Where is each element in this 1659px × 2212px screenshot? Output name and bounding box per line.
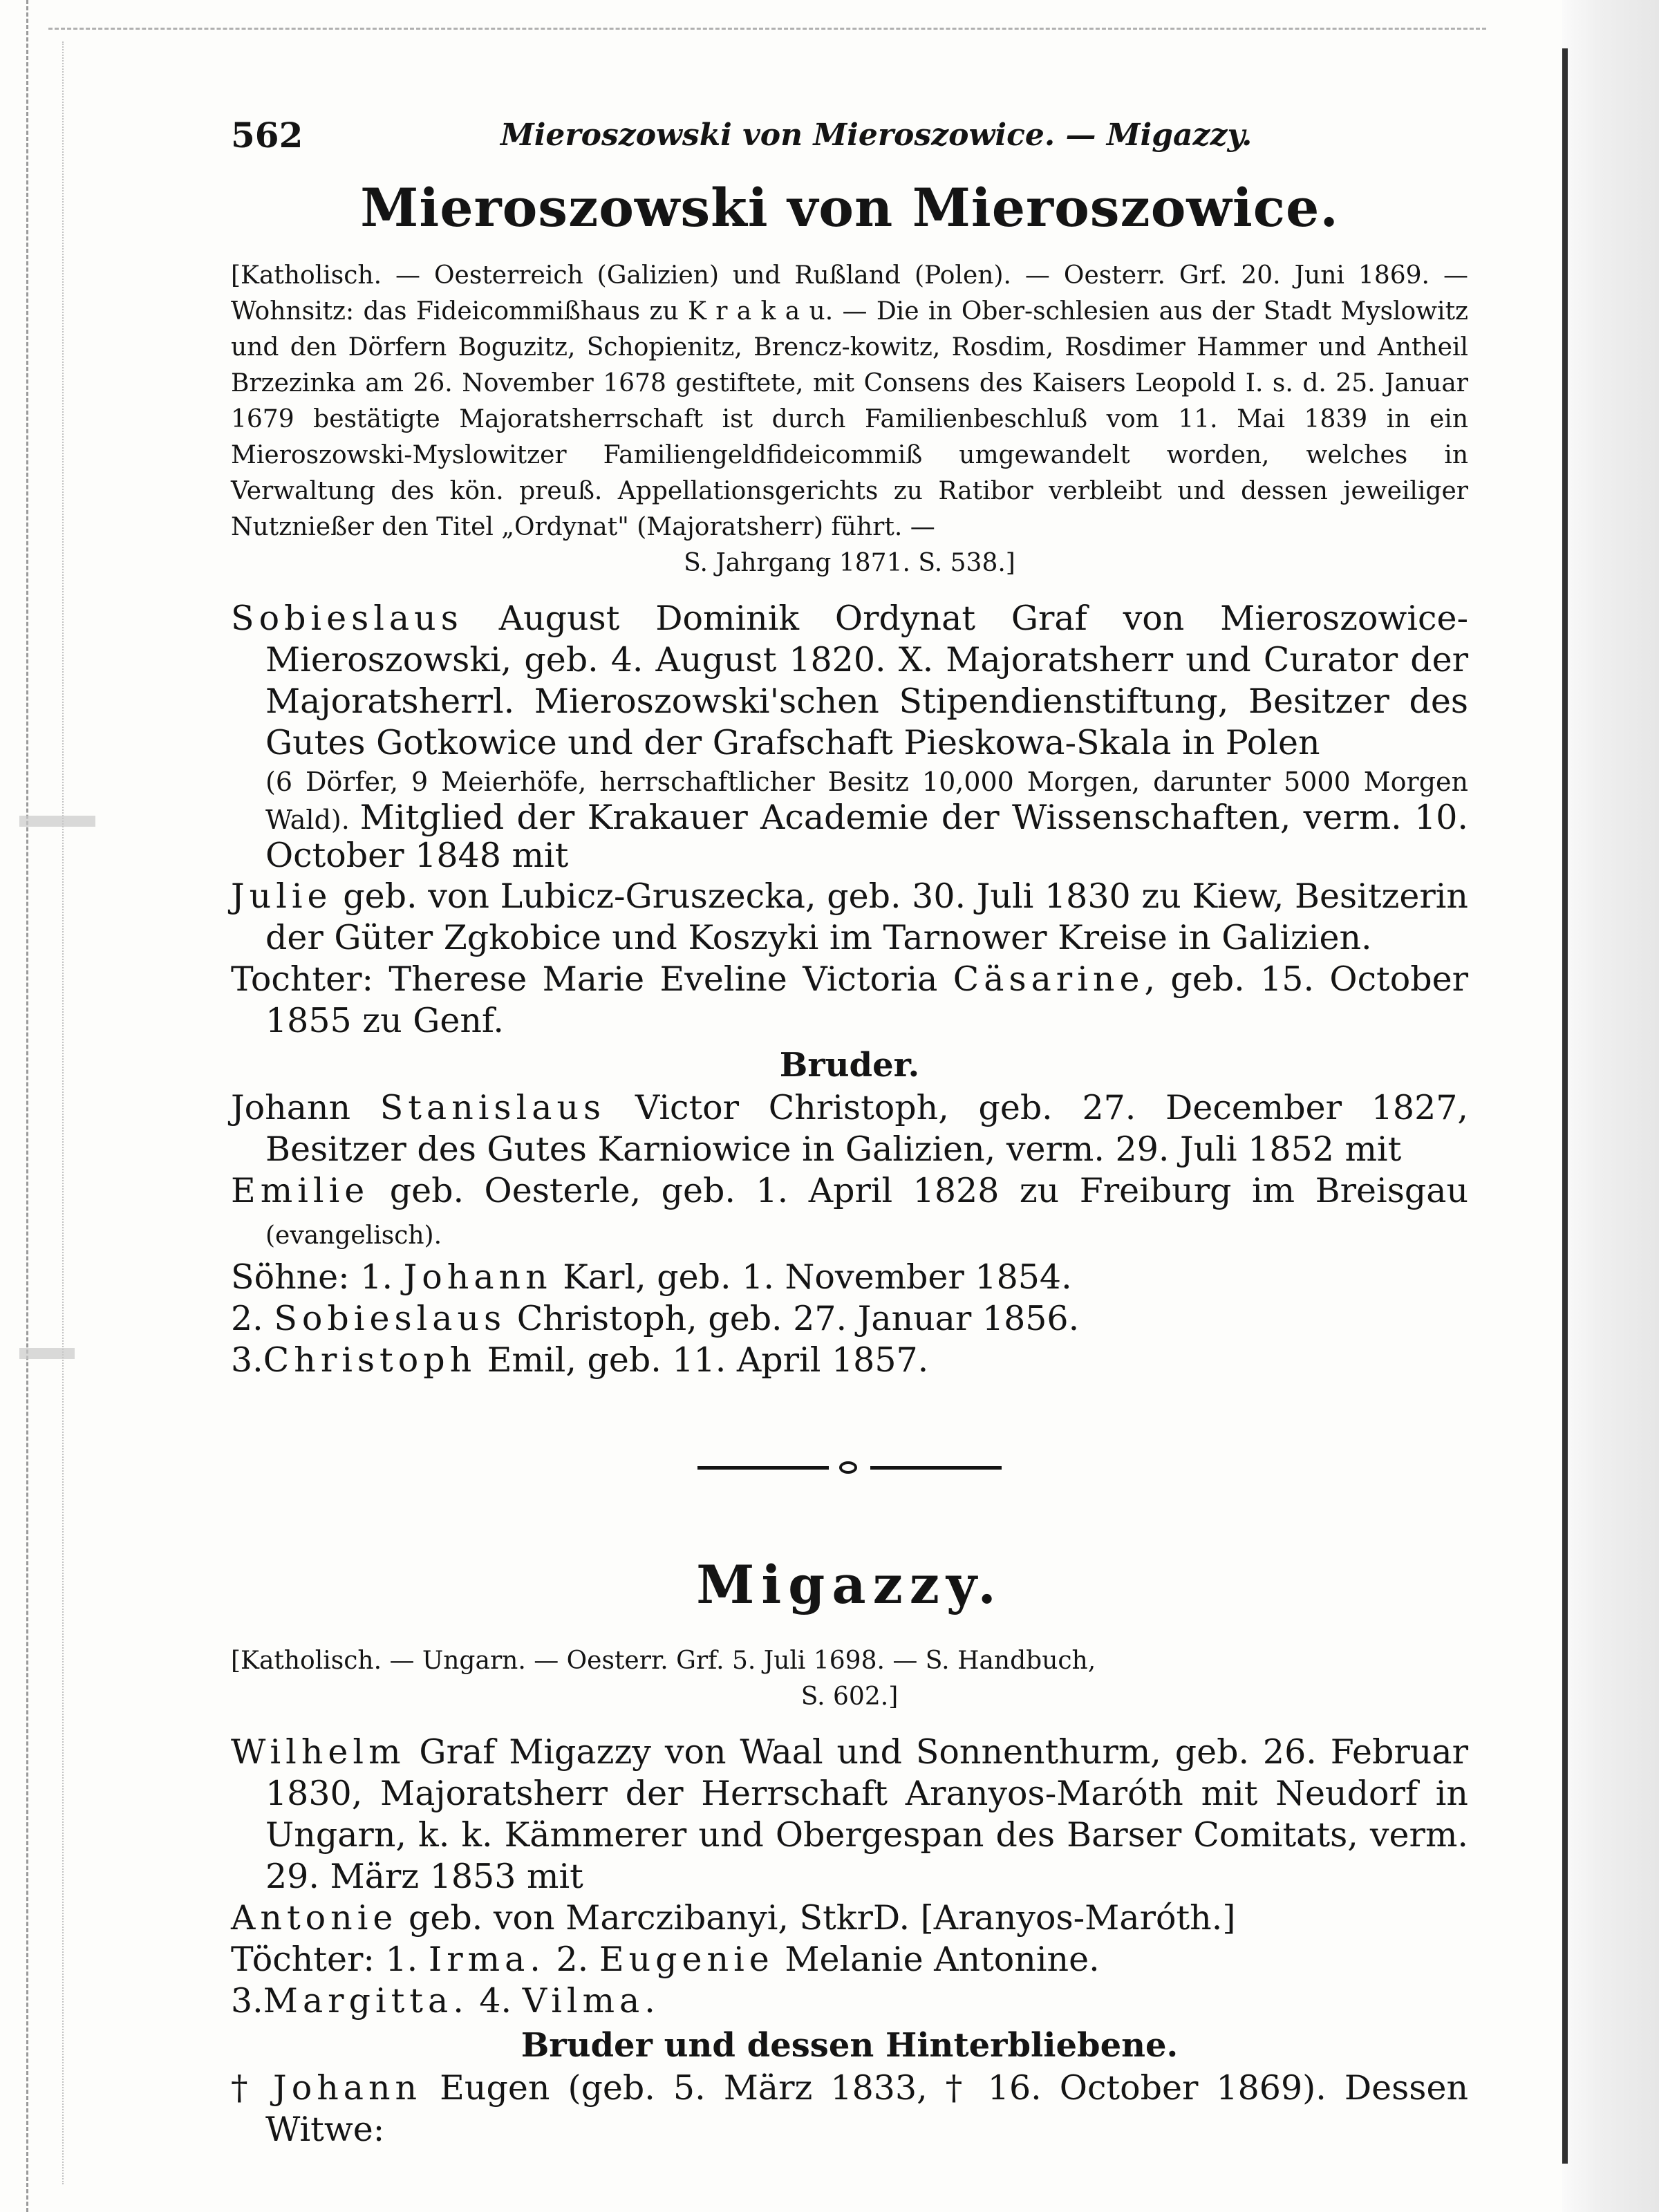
entry-text: Mitglied der Krakauer Academie der Wissenschaften, verm. 10. October 1848 mit (265, 798, 1468, 875)
person-name: Stanislaus (379, 1088, 606, 1127)
list-number: 3. (231, 1981, 263, 2021)
preamble-text: [Katholisch. — Oesterreich (Galizien) und Rußland (Polen). — Oesterr. Grf. 20. Juni 1869. — Wohnsitz: das Fideicommißhaus zu K r a k a u. — Die in Ober-schlesien aus der Stadt Myslowitz und den Dörfern Boguzitz, Schopienitz, Brencz-kowitz, Rosdim, Rosdimer Hammer und Antheil Brzezinka am 26. November 1678 gestiftete, mit Consens des Kaisers Leopold I. s. d. 25. Januar 1679 bestätigte Majoratsherrschaft ist durch Familienbeschluß vom 11. Mai 1839 in ein Mieroszowski-Myslowitzer Familiengeldfideicommiß umgewandelt worden, welches in Verwaltung des kön. preuß. Appellationsgerichts zu Ratibor verbleibt und dessen jeweiliger Nutznießer den Titel „Ordynat" (Majoratsherr) führt. — (231, 261, 1468, 541)
entry-spouse (231, 1897, 1468, 1939)
entry-text: geb. von Marczibanyi, StkrD. [Aranyos-Maróth.] (408, 1898, 1236, 1938)
entry-head-of-house (231, 1732, 1468, 1897)
person-name: Julie (231, 877, 332, 916)
list-number: 3. (231, 1340, 263, 1380)
entry-brother (231, 1087, 1468, 1170)
top-scan-edge (48, 28, 1486, 30)
entry-text: Karl, geb. 1. November 1854. (563, 1257, 1072, 1297)
running-head-title: Mieroszowski von Mieroszowice. — Migazzy. (500, 118, 1253, 153)
list-number: 1. (360, 1257, 393, 1297)
list-number: 2. (556, 1940, 589, 1979)
estate-note: (6 Dörfer, 9 Meierhöfe, herrschaftlicher Besitz 10,000 Morgen, darunter 5000 Morgen Wald). (265, 767, 1468, 835)
entry-text: Victor Christoph, geb. 27. December 1827, Besitzer des Gutes Karniowice in Galizien, verm. 29. Juli 1852 mit (265, 1088, 1468, 1169)
relation-label: Söhne: (231, 1257, 350, 1297)
entry-text: Therese Marie Eveline Victoria (388, 959, 938, 999)
preamble-text: [Katholisch. — Ungarn. — Oesterr. Grf. 5. Juli 1698. — S. Handbuch, (231, 1647, 1096, 1675)
section-title-migazzy: Migazzy. (696, 1554, 1003, 1615)
section-title-mieroszowski: Mieroszowski von Mieroszowice. (360, 177, 1339, 238)
entry-text: Graf Migazzy von Waal und Sonnenthurm, geb. 26. Februar 1830, Majoratsherr der Herrschaft Aranyos-Maróth mit Neudorf in Ungarn, k. k. Kämmerer und Obergespan des Barser Comitats, verm. 29. März 1853 mit (265, 1732, 1468, 1896)
person-name: Eugenie (599, 1940, 774, 1979)
left-scan-edge (26, 0, 28, 2212)
entry-son-3 (231, 1340, 1468, 1381)
person-name: Johann (231, 1088, 351, 1127)
entry-head-of-house (231, 598, 1468, 764)
person-name: Wilhelm (231, 1732, 406, 1772)
death-mark: † (231, 2068, 255, 2108)
person-name: Margitta. (263, 1981, 469, 2021)
entry-text: geb. Oesterle, geb. 1. April 1828 zu Freiburg im Breisgau (389, 1171, 1469, 1210)
person-name: Irma. (428, 1940, 545, 1979)
entry-text: Christoph, geb. 27. Januar 1856. (516, 1299, 1080, 1338)
entry-text: Eugen (geb. 5. März 1833, † 16. October 1869). Dessen Witwe: (265, 2068, 1469, 2149)
person-name: Johann (273, 2068, 422, 2108)
person-name: Antonie (231, 1898, 398, 1938)
entry-brother-spouse (231, 1170, 1468, 1257)
page-gutter-line (1562, 48, 1568, 2164)
entry-son-2 (231, 1298, 1468, 1340)
person-name: Vilma. (522, 1981, 660, 2021)
entry-text: , geb. 15. October 1855 zu Genf. (265, 959, 1469, 1040)
entry-estate-note (231, 764, 1468, 876)
margin-artifact (19, 1348, 75, 1359)
section-divider-ornament (697, 1457, 1002, 1478)
subheading-brother-survivors: Bruder und dessen Hinterbliebene. (521, 2026, 1179, 2065)
list-number: 1. (385, 1940, 418, 1979)
person-name: Johann (403, 1257, 552, 1297)
preamble-reference: S. Jahrgang 1871. S. 538.] (684, 549, 1015, 577)
entry-text: Melanie Antonine. (785, 1940, 1100, 1979)
family-preamble (231, 258, 1468, 581)
person-name: Christoph (263, 1340, 477, 1380)
page-content (231, 111, 1468, 2150)
page-number: 562 (231, 115, 303, 156)
preamble-reference: S. 602.] (800, 1683, 899, 1711)
person-name: Emilie (231, 1171, 370, 1210)
entry-text: August Dominik Ordynat Graf von Mieroszowice-Mieroszowski, geb. 4. August 1820. X. Majoratsherr und Curator der Majoratsherrl. Mieroszowski'schen Stipendienstiftung, Besitzer des Gutes Gotkowice und der Grafschaft Pieskowa-Skala in Polen (265, 599, 1469, 762)
entry-deceased-brother (231, 2068, 1468, 2150)
entry-daughters (231, 1939, 1468, 1980)
list-number: 2. (231, 1299, 263, 1338)
running-header (231, 111, 1468, 159)
entry-daughters-cont (231, 1980, 1468, 2022)
family-preamble (231, 1643, 1468, 1715)
entry-text: geb. von Lubicz-Gruszecka, geb. 30. Juli 1830 zu Kiew, Besitzerin der Güter Zgkobice und Koszyki im Tarnower Kreise in Galizien. (265, 877, 1468, 957)
entry-text: Emil, geb. 11. April 1857. (487, 1340, 929, 1380)
person-name: Cäsarine (953, 959, 1145, 999)
relation-label: Tochter: (231, 959, 374, 999)
list-number: 4. (479, 1981, 512, 2021)
entry-son-1 (231, 1257, 1468, 1298)
adjacent-page-edge (1562, 0, 1659, 2212)
margin-artifact (19, 816, 95, 827)
religion-note: (evangelisch). (265, 1221, 442, 1250)
person-name: Sobieslaus (231, 599, 463, 638)
entry-daughter (231, 959, 1468, 1042)
left-scan-edge-inner (62, 41, 64, 2184)
person-name: Sobieslaus (274, 1299, 507, 1338)
entry-spouse (231, 876, 1468, 959)
relation-label: Töchter: (231, 1940, 375, 1979)
subheading-brother: Bruder. (779, 1046, 920, 1085)
